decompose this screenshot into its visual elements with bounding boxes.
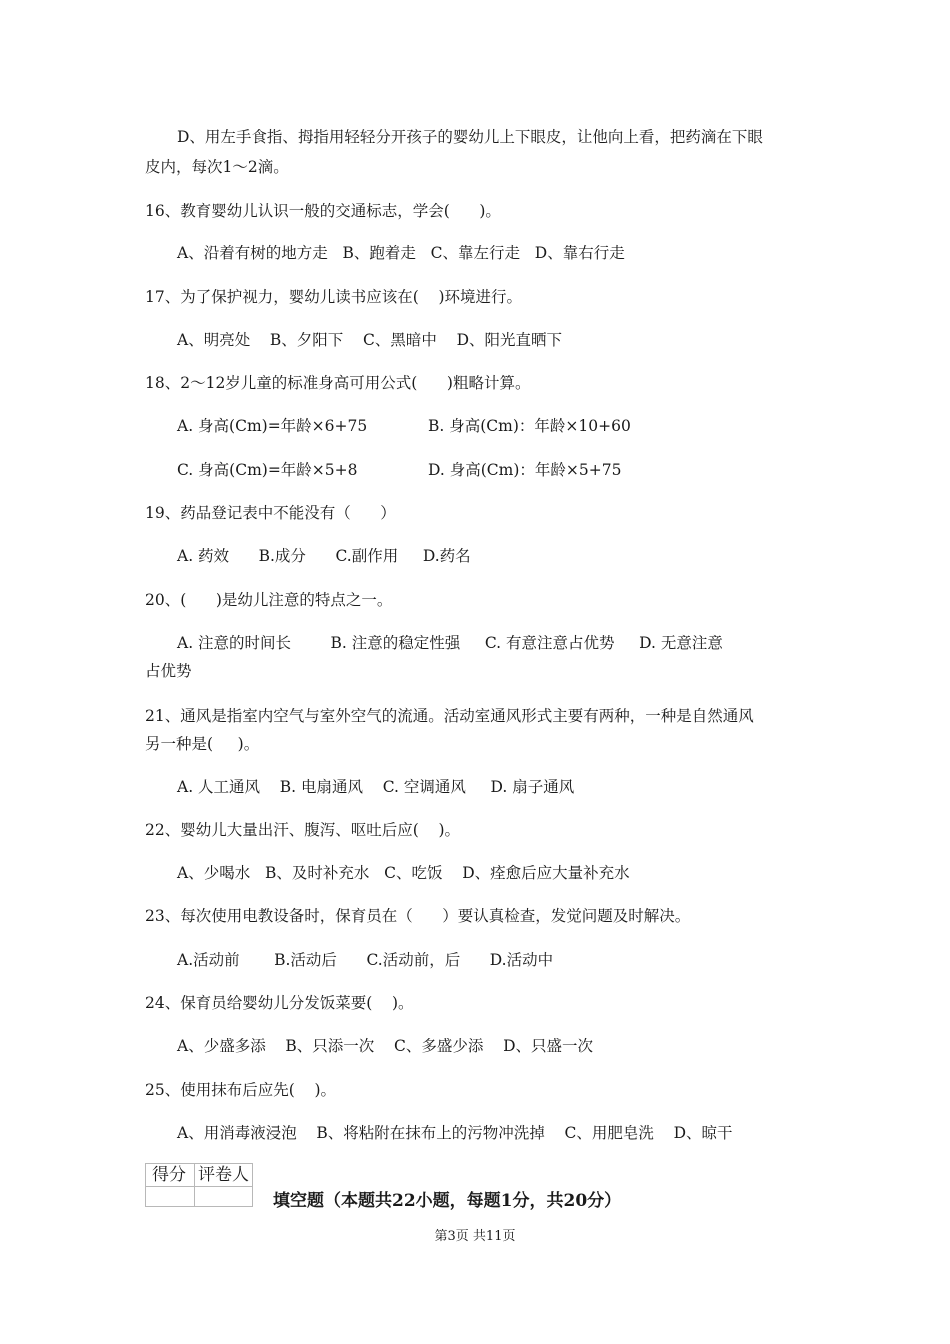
question-20-options-cont: 占优势 bbox=[145, 662, 192, 680]
question-25: 25、使用抹布后应先( )。 bbox=[145, 1081, 337, 1099]
question-24-options: A、少盛多添 B、只添一次 C、多盛少添 D、只盛一次 bbox=[177, 1037, 593, 1055]
section-title: 填空题（本题共22小题，每题1分，共20分） bbox=[273, 1191, 622, 1211]
option-d-line-2: 皮内，每次1～2滴。 bbox=[145, 158, 289, 176]
question-18-option-d: D. 身高(Cm)：年龄×5+75 bbox=[428, 461, 622, 479]
question-19: 19、药品登记表中不能没有（ ） bbox=[145, 504, 396, 522]
question-18-option-b: B. 身高(Cm)：年龄×10+60 bbox=[428, 417, 631, 435]
question-17: 17、为了保护视力，婴幼儿读书应该在( )环境进行。 bbox=[145, 288, 523, 306]
question-19-options: A. 药效 B.成分 C.副作用 D.药名 bbox=[177, 547, 471, 565]
question-25-options: A、用消毒液浸泡 B、将粘附在抹布上的污物冲洗掉 C、用肥皂洗 D、晾干 bbox=[177, 1124, 733, 1142]
question-22-options: A、少喝水 B、及时补充水 C、吃饭 D、痊愈后应大量补充水 bbox=[177, 864, 630, 882]
grader-label: 评卷人 bbox=[198, 1165, 249, 1185]
question-21-options: A. 人工通风 B. 电扇通风 C. 空调通风 D. 扇子通风 bbox=[177, 778, 575, 796]
question-16-options: A、沿着有树的地方走 B、跑着走 C、靠左行走 D、靠右行走 bbox=[177, 244, 625, 262]
question-21-line-1: 21、通风是指室内空气与室外空气的流通。活动室通风形式主要有两种，一种是自然通风 bbox=[145, 707, 754, 725]
question-20: 20、( )是幼儿注意的特点之一。 bbox=[145, 591, 393, 609]
question-22: 22、婴幼儿大量出汗、腹泻、呕吐后应( )。 bbox=[145, 821, 461, 839]
question-24: 24、保育员给婴幼儿分发饭菜要( )。 bbox=[145, 994, 414, 1012]
score-label: 得分 bbox=[152, 1165, 186, 1185]
question-21-line-2: 另一种是( )。 bbox=[145, 735, 260, 753]
score-box-row-divider bbox=[146, 1186, 252, 1187]
question-16: 16、教育婴幼儿认识一般的交通标志，学会( )。 bbox=[145, 202, 501, 220]
question-23-options: A.活动前 B.活动后 C.活动前，后 D.活动中 bbox=[177, 951, 554, 969]
page-footer: 第3页 共11页 bbox=[434, 1229, 516, 1244]
option-d-line-1: D、用左手食指、拇指用轻轻分开孩子的婴幼儿上下眼皮，让他向上看，把药滴在下眼 bbox=[177, 128, 763, 146]
question-18: 18、2～12岁儿童的标准身高可用公式( )粗略计算。 bbox=[145, 374, 531, 392]
score-box bbox=[145, 1163, 253, 1207]
score-box-divider bbox=[194, 1164, 195, 1206]
question-23: 23、每次使用电教设备时，保育员在（ ）要认真检查，发觉问题及时解决。 bbox=[145, 907, 691, 925]
question-20-options: A. 注意的时间长 B. 注意的稳定性强 C. 有意注意占优势 D. 无意注意 bbox=[177, 634, 723, 652]
question-17-options: A、明亮处 B、夕阳下 C、黑暗中 D、阳光直晒下 bbox=[177, 331, 562, 349]
question-18-option-c: C. 身高(Cm)=年龄×5+8 bbox=[177, 461, 358, 479]
question-18-option-a: A. 身高(Cm)=年龄×6+75 bbox=[177, 417, 368, 435]
